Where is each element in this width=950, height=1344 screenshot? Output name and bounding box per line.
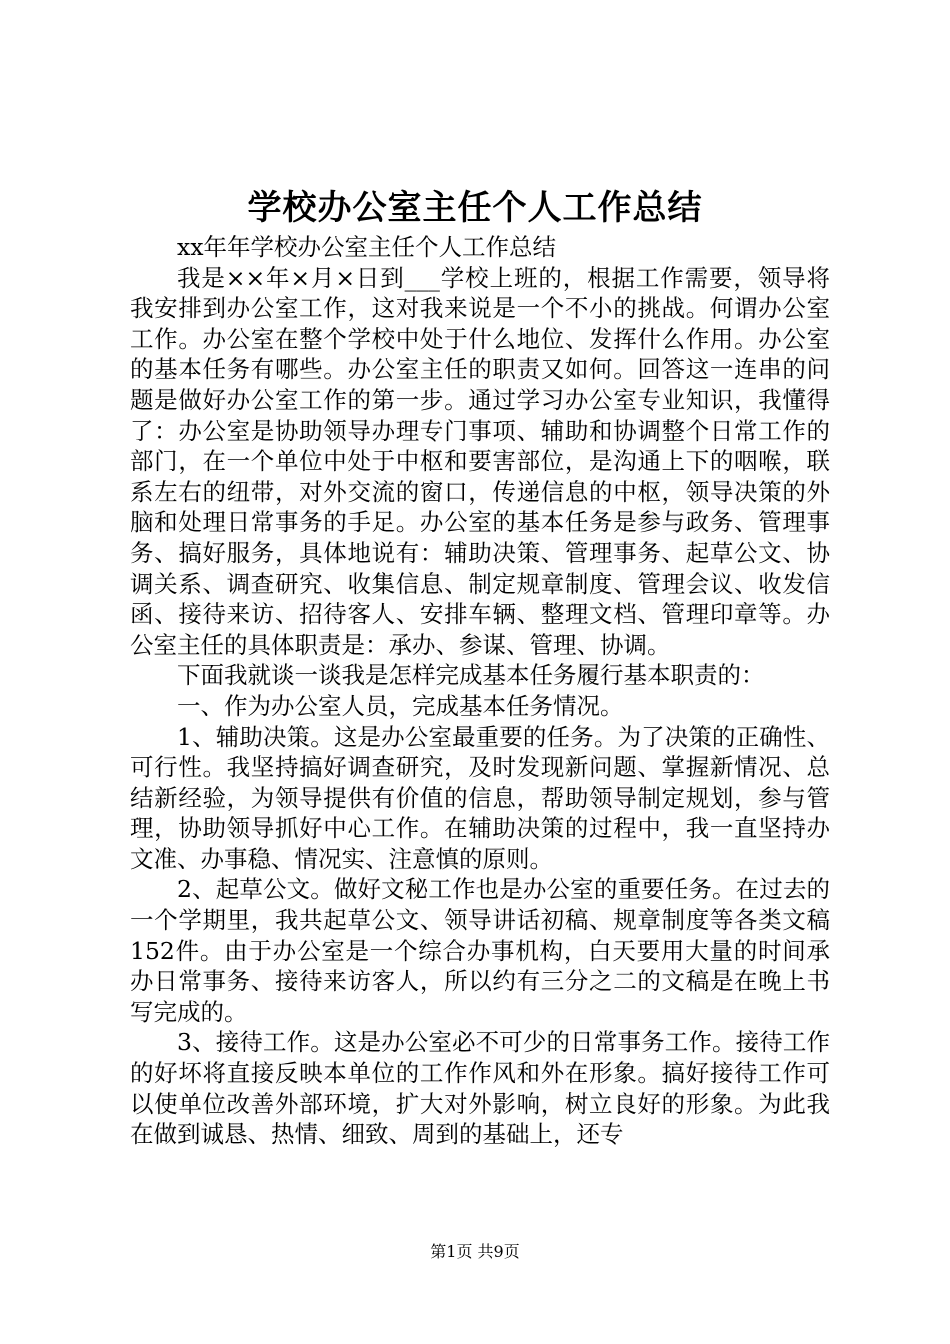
paragraph-transition: 下面我就谈一谈我是怎样完成基本任务履行基本职责的： — [177, 661, 765, 690]
paragraph-item-2: 2、起草公文。做好文秘工作也是办公室的重要任务。在过去的一个学期里，我共起草公文、领导讲话初稿、规章制度等各类文稿152件。由于办公室是一个综合办事机构，白天要用大量的时间承办日常事务、接待来访客人，所以约有三分之二的文稿是在晚上书写完成的。 — [130, 875, 830, 1026]
section-heading-1: 一、作为办公室人员，完成基本任务情况。 — [177, 691, 624, 720]
paragraph-intro: 我是××年×月×日到___学校上班的，根据工作需要，领导将我安排到办公室工作，这对我来说是一个不小的挑战。何谓办公室工作。办公室在整个学校中处于什么地位、发挥什么作用。办公室的基本任务有哪些。办公室主任的职责又如何。回答这一连串的问题是做好办公室工作的第一步。通过学习办公室专业知识，我懂得了：办公室是协助领导办理专门事项、辅助和协调整个日常工作的部门，在一个单位中处于中枢和要害部位，是沟通上下的咽喉，联系左右的纽带，对外交流的窗口，传递信息的中枢，领导决策的外脑和处理日常事务的手足。办公室的基本任务是参与政务、管理事务、搞好服务，具体地说有：辅助决策、管理事务、起草公文、协调关系、调查研究、收集信息、制定规章制度、管理会议、收发信函、接待来访、招待客人、安排车辆、整理文档、管理印章等。办公室主任的具体职责是：承办、参谋、管理、协调。 — [130, 263, 830, 659]
document-body — [130, 232, 830, 1150]
paragraph-subtitle: xx年年学校办公室主任个人工作总结 — [177, 233, 557, 261]
document-title: 学校办公室主任个人工作总结 — [247, 188, 703, 228]
page-number-footer: 第1页 共9页 — [430, 1242, 520, 1261]
paragraph-item-3: 3、接待工作。这是办公室必不可少的日常事务工作。接待工作的好坏将直接反映本单位的工作作风和外在形象。搞好接待工作可以使单位改善外部环境，扩大对外影响，树立良好的形象。为此我在做到诚恳、热情、细致、周到的基础上，还专 — [130, 1028, 830, 1149]
paragraph-item-1: 1、辅助决策。这是办公室最重要的任务。为了决策的正确性、可行性。我坚持搞好调查研究，及时发现新问题、掌握新情况、总结新经验，为领导提供有价值的信息，帮助领导制定规划，参与管理，协助领导抓好中心工作。在辅助决策的过程中，我一直坚持办文准、办事稳、情况实、注意慎的原则。 — [130, 722, 830, 873]
